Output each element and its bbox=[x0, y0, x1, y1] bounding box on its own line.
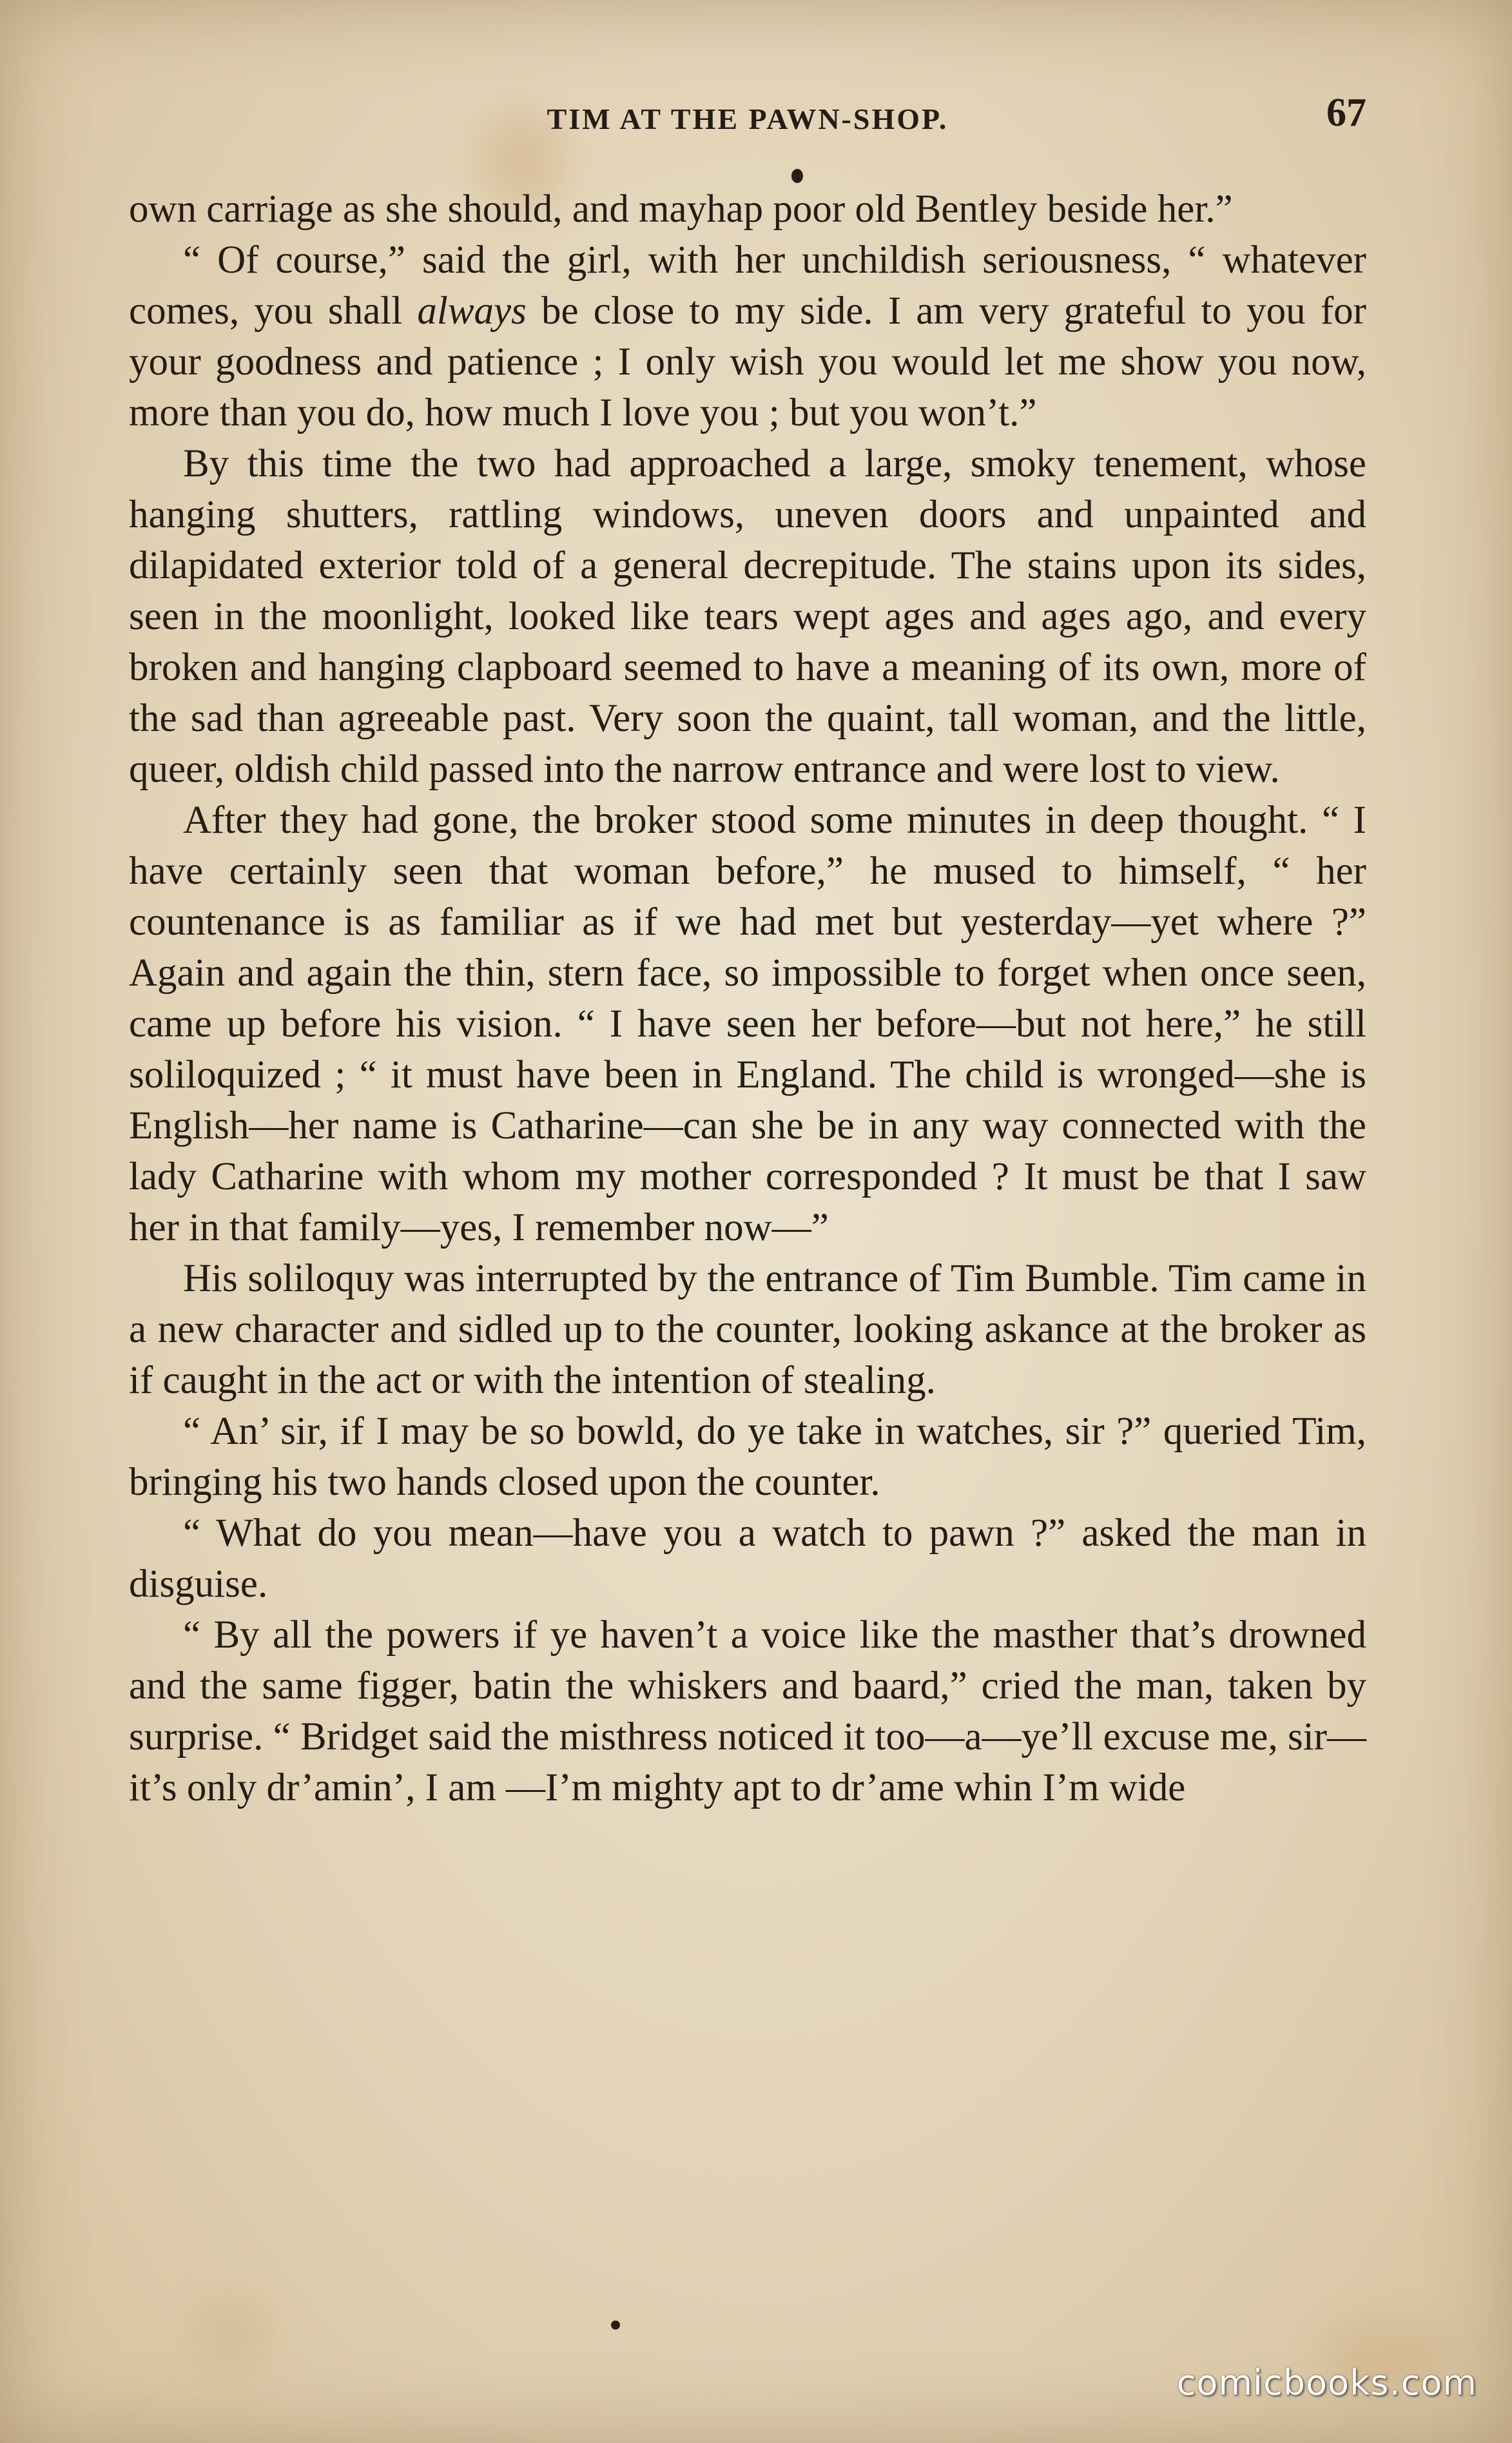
paragraph-text: “ Of course,” said the girl, with her unchildish seriousness, “ whatever comes, you shall bbox=[129, 238, 1366, 333]
emphasized-word: always bbox=[417, 289, 527, 333]
page-number: 67 bbox=[1326, 91, 1366, 135]
paragraph-text: After they had gone, the broker stood some minutes in deep thought. “ I have certainly seen that woman before,” he mused to himself, “ her countenance is as familiar as if we had met but yesterday—yet where ?” Again and again the thin, stern face, so impossible to forget when once seen, came up before his vision. “ I have seen her before—but not here,” he still soliloquized ; “ it must have been in England. The child is wronged—she is English—her name is Catharine—can she be in any way connected with the lady Catharine with whom my mother corresponded ? It must be that I saw her in that family—yes, I remember now—” bbox=[129, 799, 1366, 1249]
paragraph-text: own carriage as she should, and mayhap poor old Bentley beside her.” bbox=[129, 188, 1233, 231]
paragraph-text: By this time the two had approached a large, smoky tenement, whose hanging shutters, rattling windows, uneven doors and unpainted and dilapidated exterior told of a general decrepitude. The stains upon its sides, seen in the moonlight, looked like tears wept ages and ages ago, and every broken and hanging clapboard seemed to have a meaning of its own, more of the sad than agreeable past. Very soon the quaint, tall woman, and the little, queer, oldish child passed into the narrow entrance and were lost to view. bbox=[129, 442, 1366, 791]
paragraph bbox=[129, 1508, 1366, 1610]
paragraph bbox=[129, 1610, 1366, 1813]
paragraph bbox=[129, 1406, 1366, 1508]
paragraph bbox=[129, 438, 1366, 795]
paper-stain bbox=[193, 2295, 271, 2372]
watermark: comicbooks.com bbox=[1176, 2362, 1477, 2403]
paragraph bbox=[129, 1253, 1366, 1406]
paragraph-text: His soliloquy was interrupted by the entrance of Tim Bumble. Tim came in a new character and sidled up to the counter, looking askance at the broker as if caught in the act or with the intention of stealing. bbox=[129, 1257, 1366, 1402]
paragraph-text: be close to my side. I am very grateful to you for your goodness and patience ; I only wish you would let me show you now, more than you do, how much I love you ; but you won’t.” bbox=[129, 289, 1366, 434]
paragraph bbox=[129, 184, 1366, 235]
paragraph-text: “ An’ sir, if I may be so bowld, do ye take in watches, sir ?” queried Tim, bringing his two hands closed upon the counter. bbox=[129, 1410, 1366, 1504]
body-text bbox=[129, 184, 1366, 1813]
ink-fleck bbox=[611, 2321, 620, 2330]
running-head bbox=[129, 90, 1366, 148]
paragraph bbox=[129, 795, 1366, 1253]
paragraph-text: “ What do you mean—have you a watch to pawn ?” asked the man in disguise. bbox=[129, 1512, 1366, 1606]
paragraph bbox=[129, 235, 1366, 438]
running-title: TIM AT THE PAWN-SHOP. bbox=[547, 102, 949, 135]
ink-fleck bbox=[791, 169, 803, 183]
paragraph-text: “ By all the powers if ye haven’t a voice like the masther that’s drowned and the same figger, batin the whiskers and baard,” cried the man, taken by surprise. “ Bridget said the misthress noticed it too—a—ye’ll excuse me, sir—it’s only dr’amin’, I am —I’m mighty apt to dr’ame whin I’m wide bbox=[129, 1613, 1366, 1809]
